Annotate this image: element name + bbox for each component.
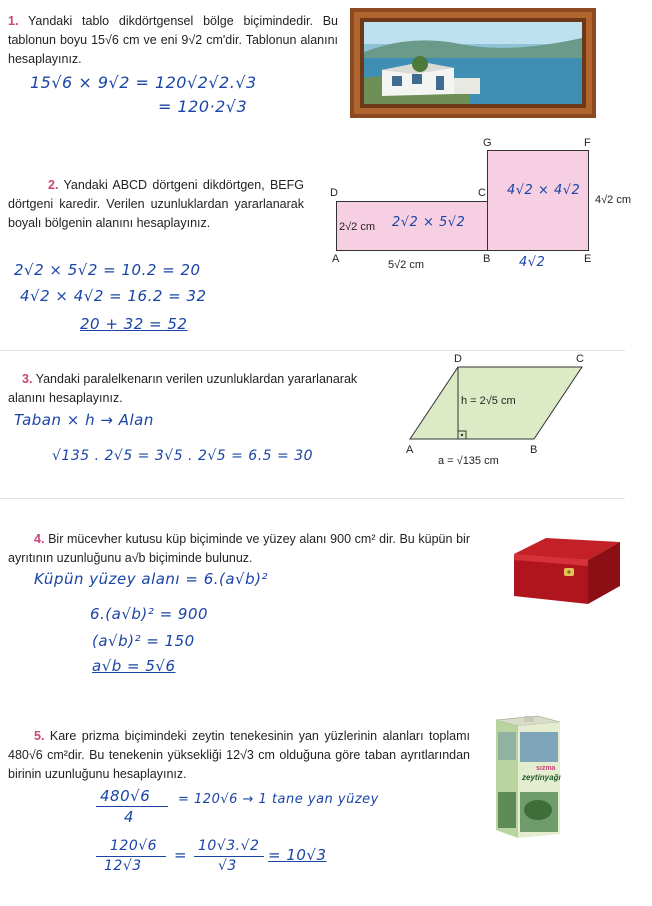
can-brand-text: sızma: [536, 765, 556, 772]
p5-frac1-bar: [96, 806, 168, 807]
p5-frac3-num: 10√3.√2: [198, 838, 260, 854]
height-label: h = 2√5 cm: [461, 395, 516, 407]
problem-2-work-line-3: 20 + 32 = 52: [80, 315, 188, 333]
problem-4-number: 4.: [34, 532, 45, 546]
figure-hand-rect: 2√2 × 5√2: [392, 215, 466, 230]
problem-4-statement: Bir mücevher kutusu küp biçiminde ve yüzey alanı 900 cm² dir. Bu küpün bir ayrıtının uzunluğunu a√b biçiminde bulunuz.: [8, 532, 470, 565]
can-product-text: zeytinyağı: [522, 773, 561, 782]
p5-equals: =: [174, 846, 188, 864]
dim-rect-height: 2√2 cm: [339, 221, 375, 233]
problem-3-statement: Yandaki paralelkenarın verilen uzunluklardan yararlanarak alanını hesaplayınız.: [8, 372, 358, 405]
label-a: A: [332, 253, 340, 265]
problem-1-work-line-1: 15√6 × 9√2 = 120√2√2.√3: [30, 73, 257, 92]
problem-5-statement: Kare prizma biçimindeki zeytin tenekesinin yan yüzlerinin alanları toplamı 480√6 cm²dir. Bu tenekenin yüksekliği 12√3 cm olduğuna göre taban ayrıtlarından birinin uzunluğunu hesaplayınız.: [8, 729, 470, 781]
label-p3-b: B: [530, 444, 538, 456]
label-f: F: [584, 137, 591, 149]
dim-square-side: 4√2 cm: [595, 194, 631, 206]
jewelry-box-image: [508, 530, 626, 610]
label-p3-c: C: [576, 353, 584, 365]
section-divider-1: [0, 350, 625, 351]
problem-2-work-line-2: 4√2 × 4√2 = 16.2 = 32: [20, 287, 207, 305]
p5-frac3-den: √3: [218, 858, 237, 874]
p5-result1: = 120√6 → 1 tane yan yüzey: [178, 792, 379, 807]
figure-square-befg: [487, 150, 589, 251]
p5-frac2-bar: [96, 856, 166, 857]
problem-1-statement: Yandaki tablo dikdörtgensel bölge biçimindedir. Bu tablonun boyu 15√6 cm ve eni 9√2 cm'dir. Tablonun alanını hesaplayınız.: [8, 14, 338, 66]
problem-2-text: [8, 176, 304, 233]
problem-4-work-line-2: 6.(a√b)² = 900: [90, 605, 209, 623]
figure-hand-square: 4√2 × 4√2: [507, 183, 581, 198]
label-g: G: [483, 137, 492, 149]
problem-3-text: [8, 370, 398, 408]
label-e: E: [584, 253, 592, 265]
problem-4-work-line-3: (a√b)² = 150: [92, 632, 195, 650]
dim-rect-width: 5√2 cm: [388, 259, 424, 271]
problem-1-work-line-2: = 120·2√3: [158, 97, 248, 116]
label-p3-d: D: [454, 353, 462, 365]
p5-frac3-bar: [194, 856, 264, 857]
p5-frac1-num: 480√6: [100, 787, 151, 805]
problem-1-text: [8, 12, 338, 69]
label-p3-a: A: [406, 444, 414, 456]
problem-1-number: 1.: [8, 14, 19, 28]
problem-3-number: 3.: [22, 372, 33, 386]
p5-result2: = 10√3: [268, 846, 327, 864]
problem-3-work-line-1: Taban × h → Alan: [14, 411, 154, 429]
p5-frac2-num: 120√6: [110, 838, 158, 854]
problem-5-text: [8, 727, 470, 784]
p5-frac1-den: 4: [124, 808, 135, 826]
problem-4-text: [8, 530, 470, 568]
problem-2-number: 2.: [48, 178, 59, 192]
problem-3-work-line-2: √135 . 2√5 = 3√5 . 2√5 = 6.5 = 30: [52, 448, 314, 464]
problem-4-work-line-4: a√b = 5√6: [92, 657, 176, 675]
section-divider-2: [0, 498, 625, 499]
painting-image: [350, 8, 596, 118]
problem-4-work-line-1: Küpün yüzey alanı = 6.(a√b)²: [34, 570, 269, 588]
label-d: D: [330, 187, 338, 199]
p5-frac2-den: 12√3: [104, 858, 142, 874]
label-c: C: [478, 187, 486, 199]
problem-2-statement: Yandaki ABCD dörtgeni dikdörtgen, BEFG dörtgeni karedir. Verilen uzunluklardan yararlanarak boyalı bölgenin alanını hesaplayınız.: [8, 178, 305, 230]
base-label: a = √135 cm: [438, 455, 499, 467]
label-b: B: [483, 253, 491, 265]
problem-5-number: 5.: [34, 729, 45, 743]
problem-2-work-line-1: 2√2 × 5√2 = 10.2 = 20: [14, 261, 201, 279]
figure-hand-be: 4√2: [519, 255, 546, 270]
